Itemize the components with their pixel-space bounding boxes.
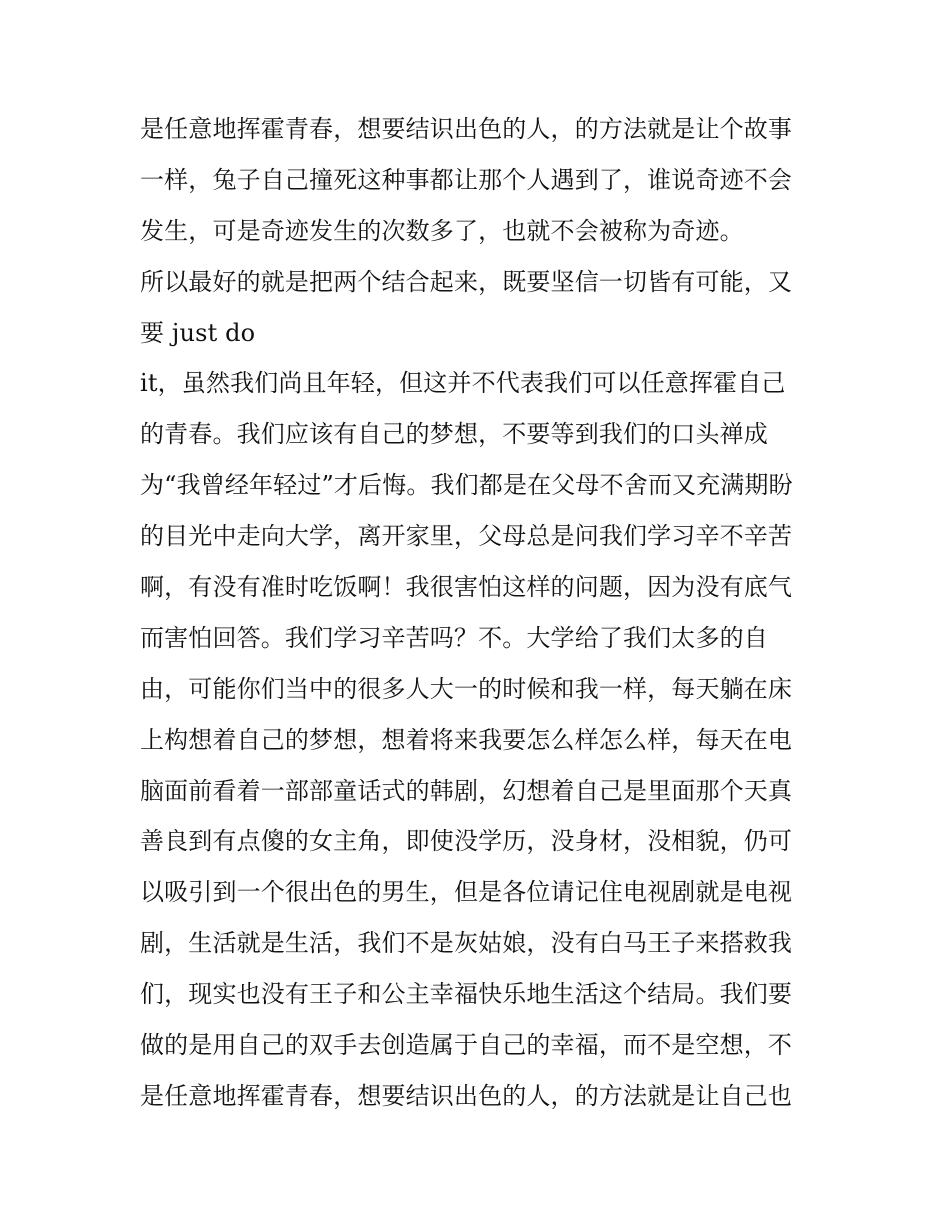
body-text <box>140 109 820 1127</box>
text-line: 们，现实也没有王子和公主幸福快乐地生活这个结局。我们要 <box>140 980 793 1009</box>
text-line: 所以最好的就是把两个结合起来，既要坚信一切皆有可能，又 <box>140 267 793 296</box>
text-line: 以吸引到一个很出色的男生，但是各位请记住电视剧就是电视 <box>140 878 793 907</box>
text-line: 是任意地挥霍青春，想要结识出色的人，的方法就是让自己也 <box>140 1081 793 1110</box>
text-line: 做的是用自己的双手去创造属于自己的幸福，而不是空想，不 <box>140 1031 793 1060</box>
text-line: 由，可能你们当中的很多人大一的时候和我一样，每天躺在床 <box>140 674 793 703</box>
text-line: 剧，生活就是生活，我们不是灰姑娘，没有白马王子来搭救我 <box>140 929 793 958</box>
text-line: 的目光中走向大学，离开家里，父母总是问我们学习辛不辛苦 <box>140 522 793 551</box>
text-line: 是任意地挥霍青春，想要结识出色的人，的方法就是让个故事 <box>140 115 793 143</box>
text-line: 啊，有没有准时吃饭啊！我很害怕这样的问题，因为没有底气 <box>140 573 793 602</box>
text-line: 上构想着自己的梦想，想着将来我要怎么样怎么样，每天在电 <box>140 725 793 754</box>
text-line: 脑面前看着一部部童话式的韩剧，幻想着自己是里面那个天真 <box>140 776 793 805</box>
text-line: 的青春。我们应该有自己的梦想，不要等到我们的口头禅成 <box>140 420 768 449</box>
text-line: 一样，兔子自己撞死这种事都让那个人遇到了，谁说奇迹不会 <box>140 165 793 194</box>
text-line: it，虽然我们尚且年轻，但这并不代表我们可以任意挥霍自己 <box>140 369 786 398</box>
text-line: 发生，可是奇迹发生的次数多了，也就不会被称为奇迹。 <box>140 216 744 245</box>
text-line: 为“我曾经年轻过”才后悔。我们都是在父母不舍而又充满期盼 <box>140 471 793 500</box>
text-line: 而害怕回答。我们学习辛苦吗？不。大学给了我们太多的自 <box>140 623 768 652</box>
text-line: 要 just do <box>140 318 256 347</box>
text-line: 善良到有点傻的女主角，即使没学历，没身材，没相貌，仍可 <box>140 827 793 856</box>
